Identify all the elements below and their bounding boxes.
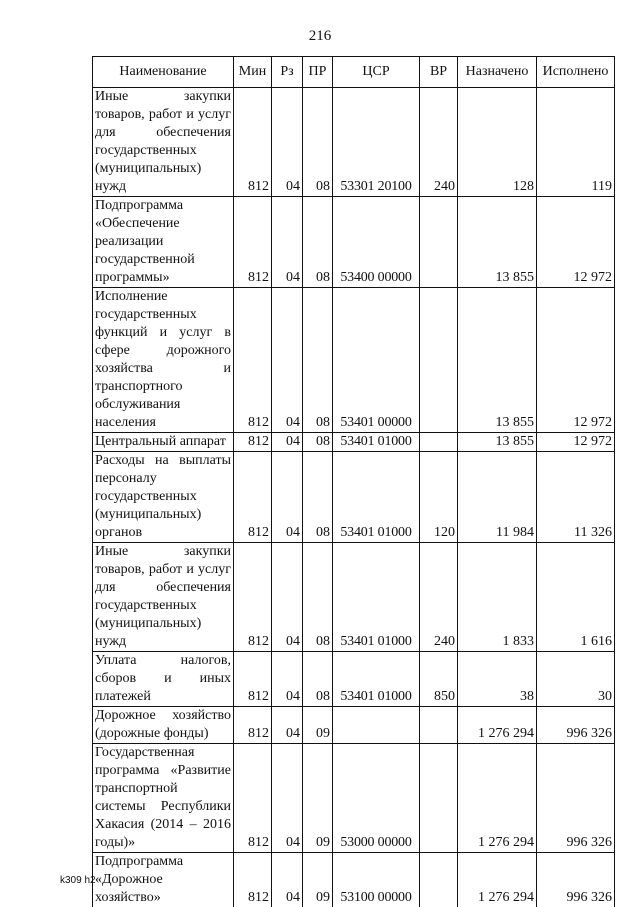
row-pr: 08 (303, 652, 333, 707)
header-pr: ПР (303, 57, 333, 88)
row-pr: 08 (303, 433, 333, 452)
row-name: Расходы на выплаты персоналу государственных (муниципальных) органов (93, 452, 234, 543)
row-executed: 30 (537, 652, 615, 707)
table-row (93, 88, 615, 197)
row-csr: 53401 01000 (333, 433, 420, 452)
header-min: Мин (234, 57, 272, 88)
page-number: 216 (0, 28, 640, 45)
row-min: 812 (234, 707, 272, 744)
row-vr (420, 288, 458, 433)
row-rz: 04 (272, 652, 303, 707)
row-name: Дорожное хозяйство (дорожные фонды) (93, 707, 234, 744)
row-csr: 53400 00000 (333, 197, 420, 288)
row-assigned: 1 276 294 (458, 744, 537, 853)
row-name: Подпрограмма «Обеспечение реализации государственной программы» (93, 197, 234, 288)
row-vr: 240 (420, 543, 458, 652)
row-rz: 04 (272, 288, 303, 433)
row-name: Государственная программа «Развитие транспортной системы Республики Хакасия (2014 – 2016 годы)» (93, 744, 234, 853)
row-pr: 08 (303, 543, 333, 652)
row-name: Подпрограмма «Дорожное хозяйство» (93, 853, 234, 907)
row-pr: 09 (303, 707, 333, 744)
row-min: 812 (234, 452, 272, 543)
row-csr: 53000 00000 (333, 744, 420, 853)
row-assigned: 1 276 294 (458, 853, 537, 907)
row-min: 812 (234, 744, 272, 853)
row-name: Иные закупки товаров, работ и услуг для обеспечения государственных (муниципальных) нужд (93, 543, 234, 652)
row-executed: 12 972 (537, 197, 615, 288)
row-csr (333, 707, 420, 744)
row-executed: 1 616 (537, 543, 615, 652)
row-pr: 09 (303, 853, 333, 907)
table-row (93, 707, 615, 744)
table-row (93, 744, 615, 853)
row-assigned: 128 (458, 88, 537, 197)
row-min: 812 (234, 197, 272, 288)
row-vr: 240 (420, 88, 458, 197)
row-rz: 04 (272, 707, 303, 744)
table-row (93, 452, 615, 543)
table-row (93, 433, 615, 452)
row-name: Иные закупки товаров, работ и услуг для обеспечения государственных (муниципальных) нужд (93, 88, 234, 197)
row-rz: 04 (272, 197, 303, 288)
row-assigned: 38 (458, 652, 537, 707)
row-csr: 53301 20100 (333, 88, 420, 197)
table-row (93, 853, 615, 907)
row-executed: 12 972 (537, 433, 615, 452)
footer-code: k309 h2 (60, 875, 96, 886)
row-vr (420, 197, 458, 288)
row-vr (420, 744, 458, 853)
row-name: Центральный аппарат (93, 433, 234, 452)
row-rz: 04 (272, 433, 303, 452)
header-assigned: Назначено (458, 57, 537, 88)
row-executed: 119 (537, 88, 615, 197)
row-assigned: 13 855 (458, 433, 537, 452)
row-executed: 11 326 (537, 452, 615, 543)
row-pr: 08 (303, 88, 333, 197)
row-rz: 04 (272, 853, 303, 907)
row-csr: 53401 01000 (333, 652, 420, 707)
table-row (93, 543, 615, 652)
row-name: Уплата налогов, сборов и иных платежей (93, 652, 234, 707)
table-row (93, 652, 615, 707)
budget-table (92, 56, 615, 907)
row-vr (420, 433, 458, 452)
row-rz: 04 (272, 744, 303, 853)
row-pr: 09 (303, 744, 333, 853)
row-assigned: 1 276 294 (458, 707, 537, 744)
row-rz: 04 (272, 452, 303, 543)
row-min: 812 (234, 288, 272, 433)
row-assigned: 13 855 (458, 288, 537, 433)
row-executed: 12 972 (537, 288, 615, 433)
row-rz: 04 (272, 543, 303, 652)
row-min: 812 (234, 88, 272, 197)
row-vr (420, 853, 458, 907)
row-vr: 850 (420, 652, 458, 707)
header-vr: ВР (420, 57, 458, 88)
row-csr: 53100 00000 (333, 853, 420, 907)
row-min: 812 (234, 853, 272, 907)
header-rz: Рз (272, 57, 303, 88)
row-rz: 04 (272, 88, 303, 197)
table-row (93, 197, 615, 288)
table-header-row (93, 57, 615, 88)
row-executed: 996 326 (537, 853, 615, 907)
row-csr: 53401 01000 (333, 452, 420, 543)
row-assigned: 1 833 (458, 543, 537, 652)
row-csr: 53401 01000 (333, 543, 420, 652)
row-assigned: 13 855 (458, 197, 537, 288)
row-vr (420, 707, 458, 744)
row-min: 812 (234, 433, 272, 452)
row-executed: 996 326 (537, 744, 615, 853)
row-min: 812 (234, 652, 272, 707)
row-vr: 120 (420, 452, 458, 543)
header-executed: Исполнено (537, 57, 615, 88)
row-assigned: 11 984 (458, 452, 537, 543)
row-pr: 08 (303, 452, 333, 543)
row-csr: 53401 00000 (333, 288, 420, 433)
row-executed: 996 326 (537, 707, 615, 744)
header-name: Наименование (93, 57, 234, 88)
row-min: 812 (234, 543, 272, 652)
header-csr: ЦСР (333, 57, 420, 88)
row-pr: 08 (303, 288, 333, 433)
row-name: Исполнение государственных функций и услуг в сфере дорожного хозяйства и транспортного обслуживания населения (93, 288, 234, 433)
table-row (93, 288, 615, 433)
row-pr: 08 (303, 197, 333, 288)
